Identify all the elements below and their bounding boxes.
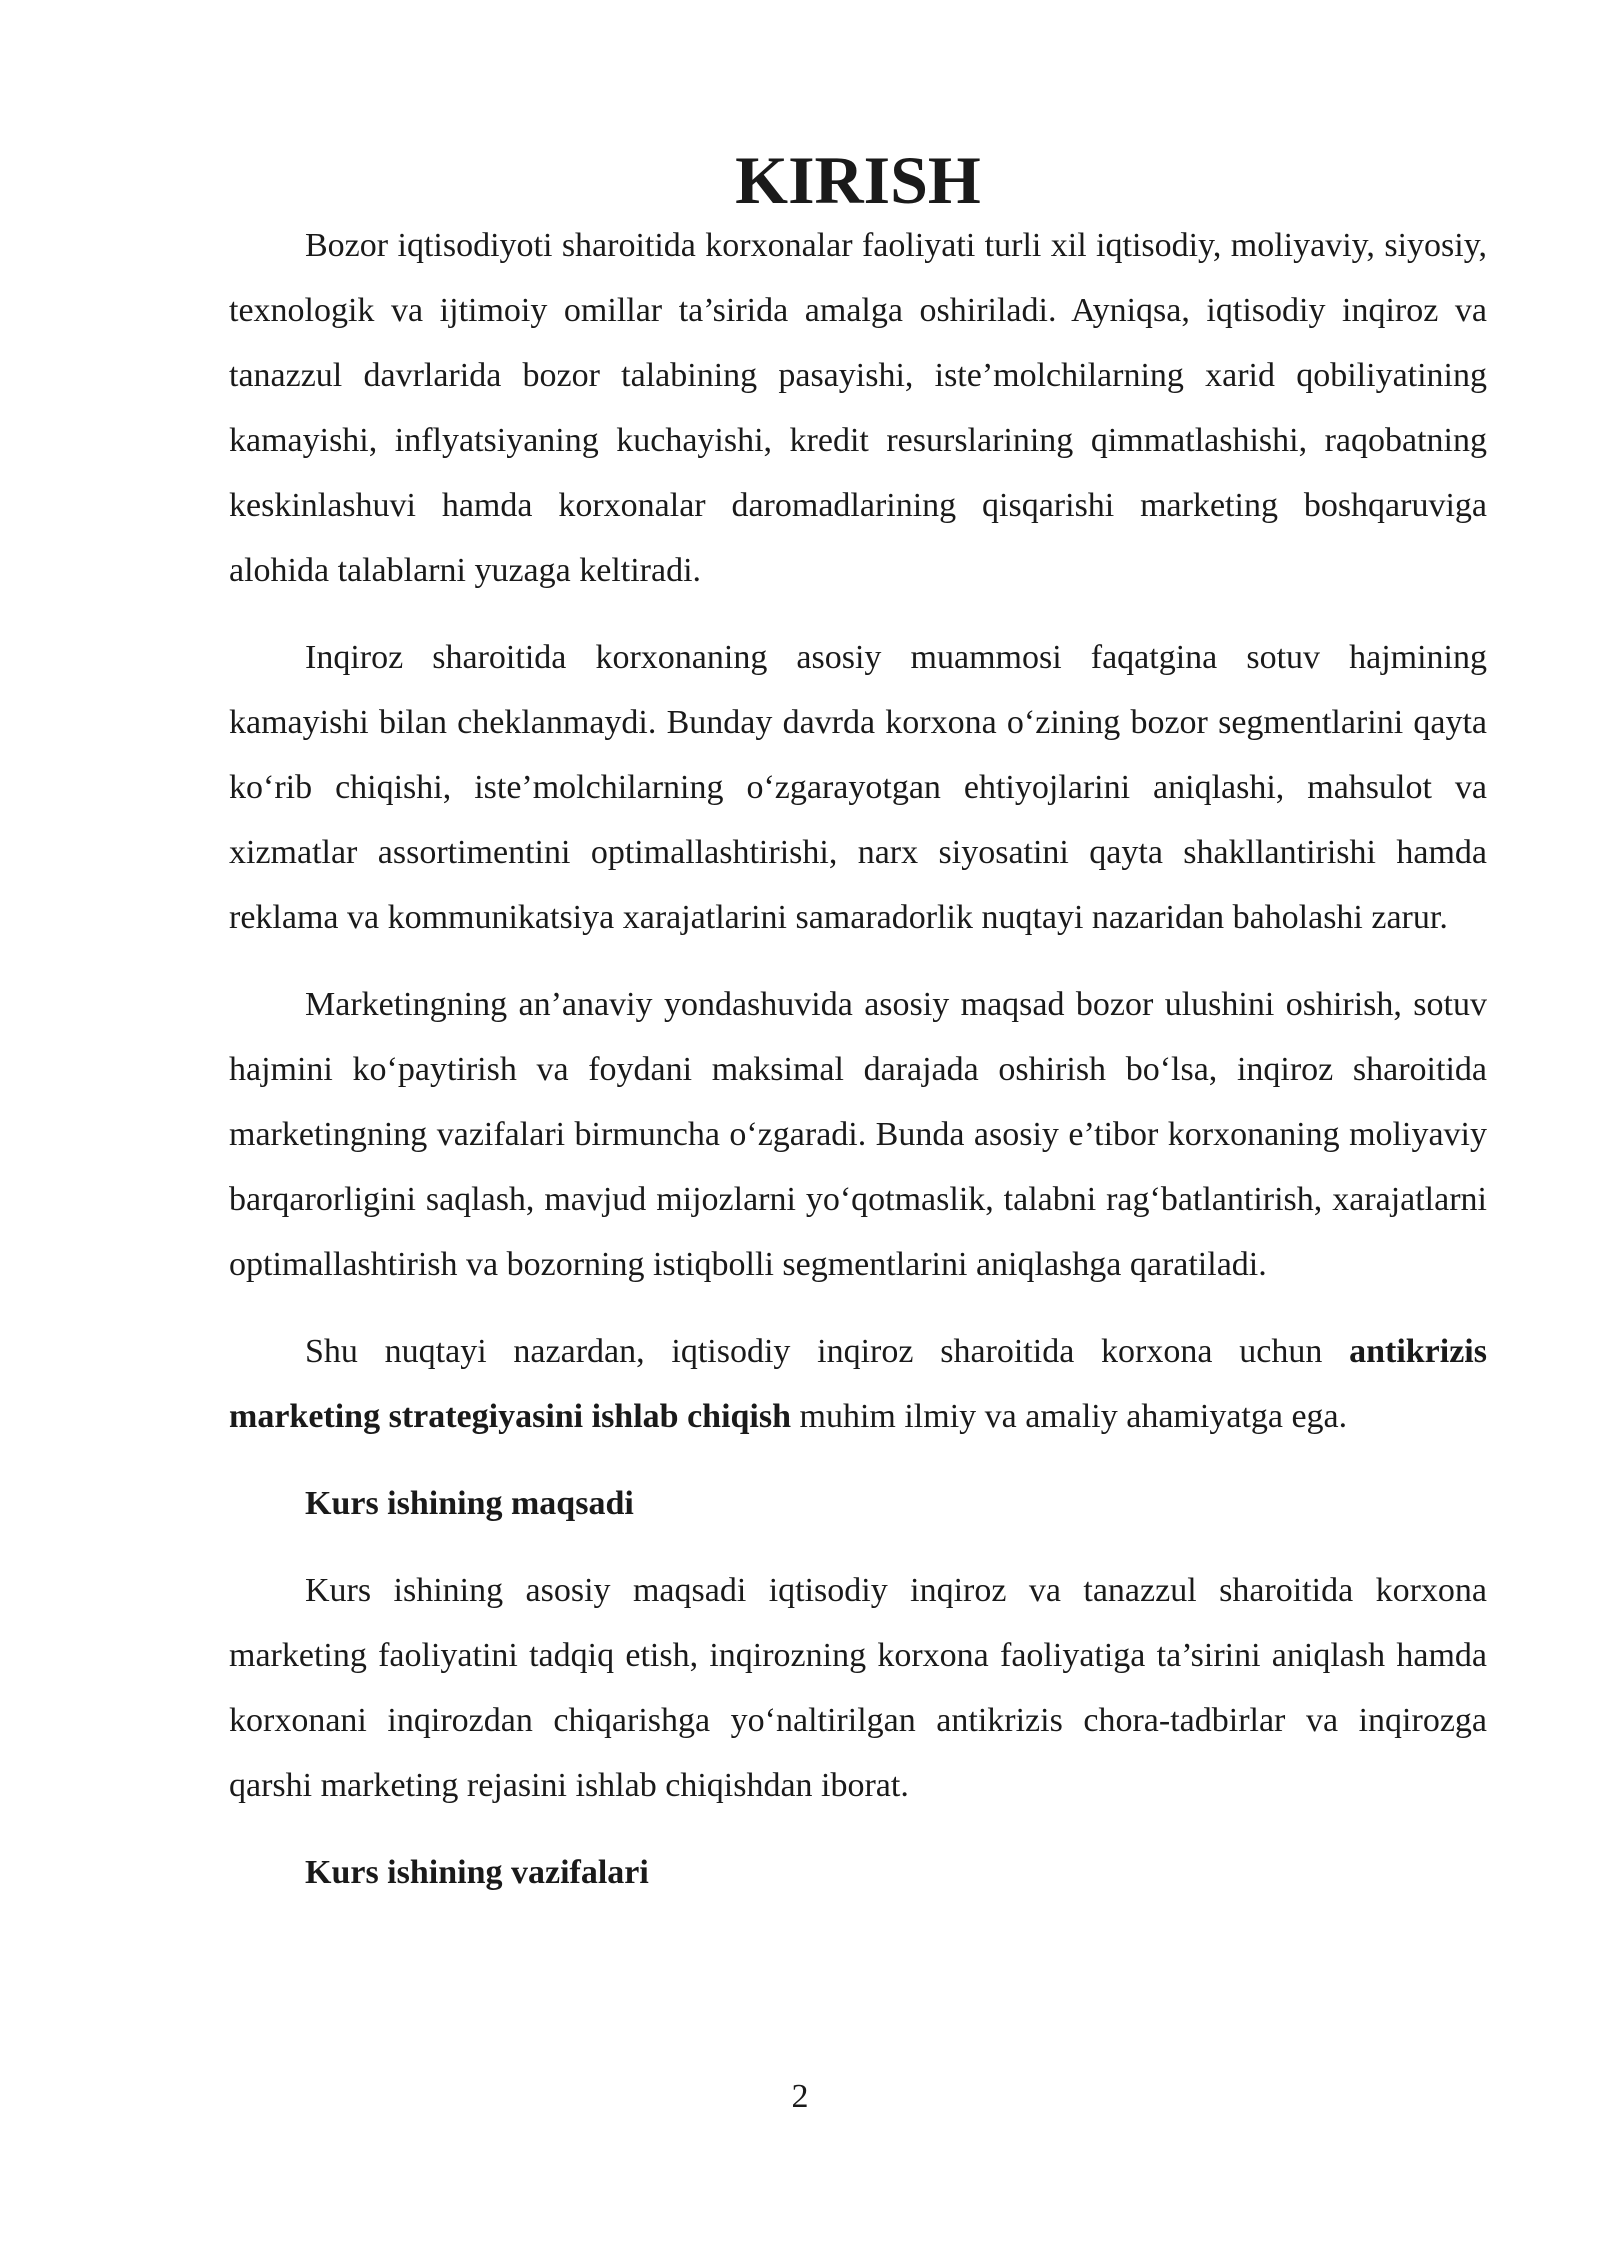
- paragraph-4-emphasis: antikrizis marketing strategiyasini ishlab chiqish: [229, 1333, 1487, 1435]
- paragraph-4: [229, 1319, 1487, 1449]
- paragraph-4-intro: Shu nuqtayi nazardan, iqtisodiy inqiroz sharoitida korxona uchun: [305, 1333, 1350, 1370]
- paragraph-4-ending: muhim ilmiy va amaliy ahamiyatga ega.: [791, 1398, 1348, 1435]
- heading-tasks: Kurs ishining vazifalari: [305, 1854, 649, 1891]
- page-number: 2: [791, 2078, 809, 2115]
- heading-goal: Kurs ishining maqsadi: [305, 1485, 634, 1522]
- goal-paragraph: Kurs ishining asosiy maqsadi iqtisodiy inqiroz va tanazzul sharoitida korxona marketing faoliyatini tadqiq etish, inqirozning korxona faoliyatiga ta’sirini aniqlash hamda korxonani inqirozdan chiqarishga yo‘naltirilgan antikrizis chora-tadbirlar va inqirozga qarshi marketing rejasini ishlab chiqishdan iborat.: [229, 1572, 1487, 1804]
- paragraph-2: Inqiroz sharoitida korxonaning asosiy muammosi faqatgina sotuv hajmining kamayishi bilan cheklanmaydi. Bunday davrda korxona o‘zining bozor segmentlarini qayta ko‘rib chiqishi, iste’molchilarning o‘zgarayotgan ehtiyojlarini aniqlashi, mahsulot va xizmatlar assortimentini optimallashtirishi, narx siyosatini qayta shakllantirishi hamda reklama va kommunikatsiya xarajatlarini samaradorlik nuqtayi nazaridan baholashi zarur.: [229, 639, 1487, 936]
- page-title: KIRISH: [735, 142, 981, 218]
- page-content: [229, 142, 1487, 1927]
- paragraph-3: Marketingning an’anaviy yondashuvida asosiy maqsad bozor ulushini oshirish, sotuv hajmini ko‘paytirish va foydani maksimal darajada oshirish bo‘lsa, inqiroz sharoitida marketingning vazifalari birmuncha o‘zgaradi. Bunda asosiy e’tibor korxonaning moliyaviy barqarorligini saqlash, mavjud mijozlarni yo‘qotmaslik, talabni rag‘batlantirish, xarajatlarni optimallashtirish va bozorning istiqbolli segmentlarini aniqlashga qaratiladi.: [229, 986, 1487, 1283]
- paragraph-1: Bozor iqtisodiyoti sharoitida korxonalar faoliyati turli xil iqtisodiy, moliyaviy, siyosiy, texnologik va ijtimoiy omillar ta’sirida amalga oshiriladi. Ayniqsa, iqtisodiy inqiroz va tanazzul davrlarida bozor talabining pasayishi, iste’molchilarning xarid qobiliyatining kamayishi, inflyatsiyaning kuchayishi, kredit resurslarining qimmatlashishi, raqobatning keskinlashuvi hamda korxonalar daromadlarining qisqarishi marketing boshqaruviga alohida talablarni yuzaga keltiradi.: [229, 227, 1487, 589]
